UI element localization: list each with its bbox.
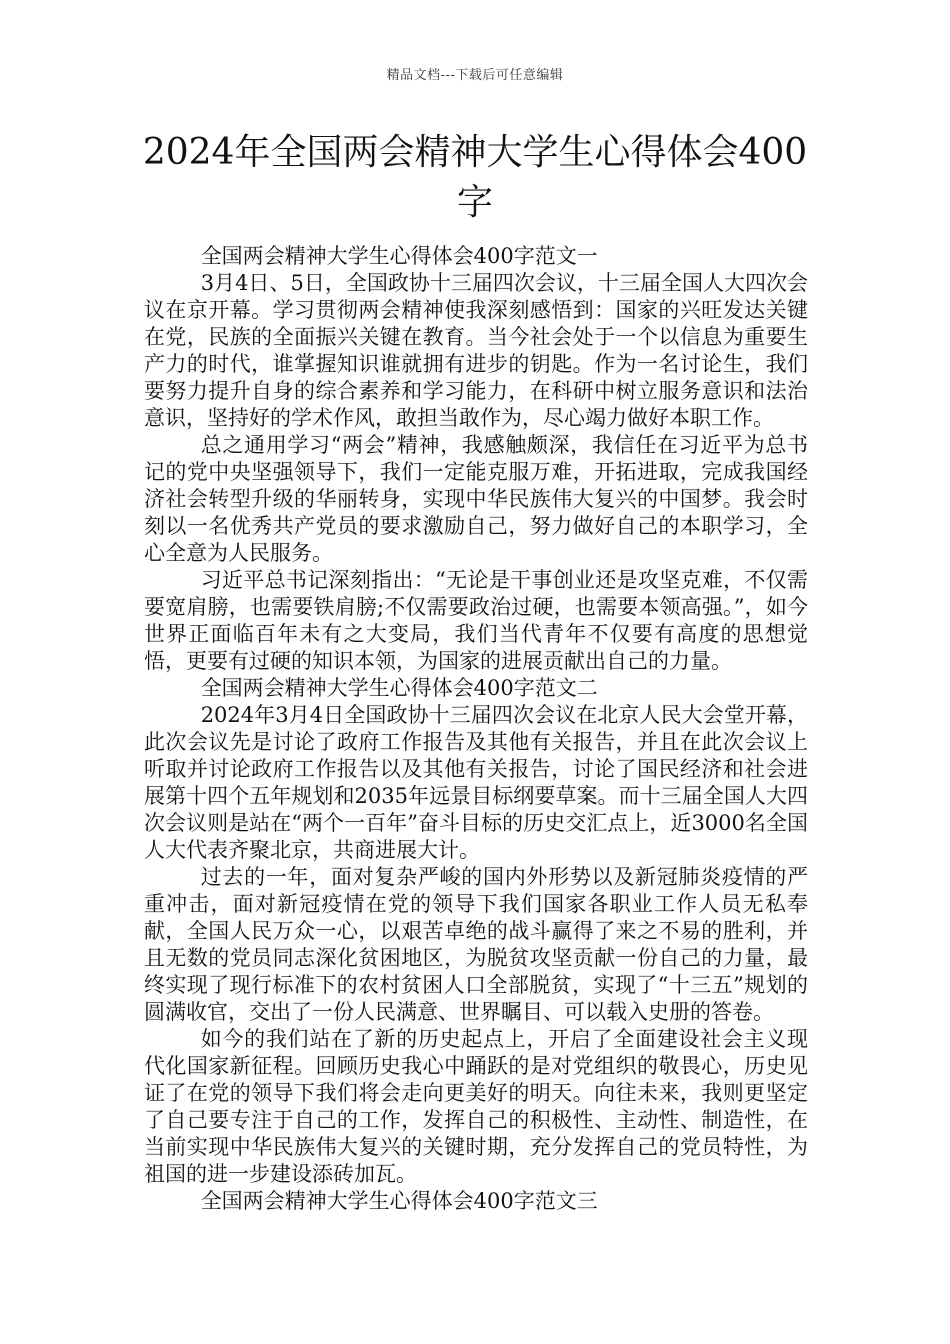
- document-title: 2024年全国两会精神大学生心得体会400字: [142, 132, 808, 223]
- paragraph: 过去的一年，面对复杂严峻的国内外形势以及新冠肺炎疫情的严重冲击，面对新冠疫情在党的领导下我们国家各职业工作人员无私奉献，全国人民万众一心，以艰苦卓绝的战斗赢得了来之不易的胜利，并且无数的党员同志深化贫困地区，为脱贫攻坚贡献一份自己的力量，最终实现了现行标准下的农村贫困人口全部脱贫，实现了“十三五”规划的圆满收官，交出了一份人民满意、世界瞩目、可以载入史册的答卷。: [144, 865, 808, 1024]
- section-heading-2: 全国两会精神大学生心得体会400字范文二: [200, 676, 598, 700]
- paragraph: 3月4日、5日，全国政协十三届四次会议，十三届全国人大四次会议在京开幕。学习贯彻两会精神使我深刻感悟到：国家的兴旺发达关键在党，民族的全面振兴关键在教育。当今社会处于一个以信息为重要生产力的时代，谁掌握知识谁就拥有进步的钥匙。作为一名讨论生，我们要努力提升自身的综合素养和学习能力，在科研中树立服务意识和法治意识，坚持好的学术作风，敢担当敢作为，尽心竭力做好本职工作。: [144, 271, 808, 430]
- page-header: 精品文档---下载后可任意编辑: [386, 68, 564, 83]
- paragraph: 习近平总书记深刻指出：“无论是干事创业还是攻坚克难，不仅需要宽肩膀，也需要铁肩膀;不仅需要政治过硬，也需要本领高强。”，如今世界正面临百年未有之大变局，我们当代青年不仅要有高度的思想觉悟，更要有过硬的知识本领，为国家的进展贡献出自己的力量。: [144, 568, 808, 673]
- section-heading-3: 全国两会精神大学生心得体会400字范文三: [200, 1189, 598, 1213]
- section-heading-1: 全国两会精神大学生心得体会400字范文一: [200, 244, 598, 268]
- paragraph: 2024年3月4日全国政协十三届四次会议在北京人民大会堂开幕，此次会议先是讨论了政府工作报告及其他有关报告，并且在此次会议上听取并讨论政府工作报告以及其他有关报告，讨论了国民经济和社会进展第十四个五年规划和2035年远景目标纲要草案。而十三届全国人大四次会议则是站在“两个一百年”奋斗目标的历史交汇点上，近3000名全国人大代表齐聚北京，共商进展大计。: [144, 703, 808, 862]
- paragraph: 总之通用学习“两会”精神，我感触颇深，我信任在习近平为总书记的党中央坚强领导下，我们一定能克服万难，开拓进取，完成我国经济社会转型升级的华丽转身，实现中华民族伟大复兴的中国梦。我会时刻以一名优秀共产党员的要求激励自己，努力做好自己的本职学习，全心全意为人民服务。: [144, 433, 808, 565]
- paragraph: 如今的我们站在了新的历史起点上，开启了全面建设社会主义现代化国家新征程。回顾历史我心中踊跃的是对党组织的敬畏心，历史见证了在党的领导下我们将会走向更美好的明天。向往未来，我则更坚定了自己要专注于自己的工作，发挥自己的积极性、主动性、制造性，在当前实现中华民族伟大复兴的关键时期，充分发挥自己的党员特性，为祖国的进一步建设添砖加瓦。: [144, 1027, 808, 1186]
- document-body: [144, 243, 808, 1215]
